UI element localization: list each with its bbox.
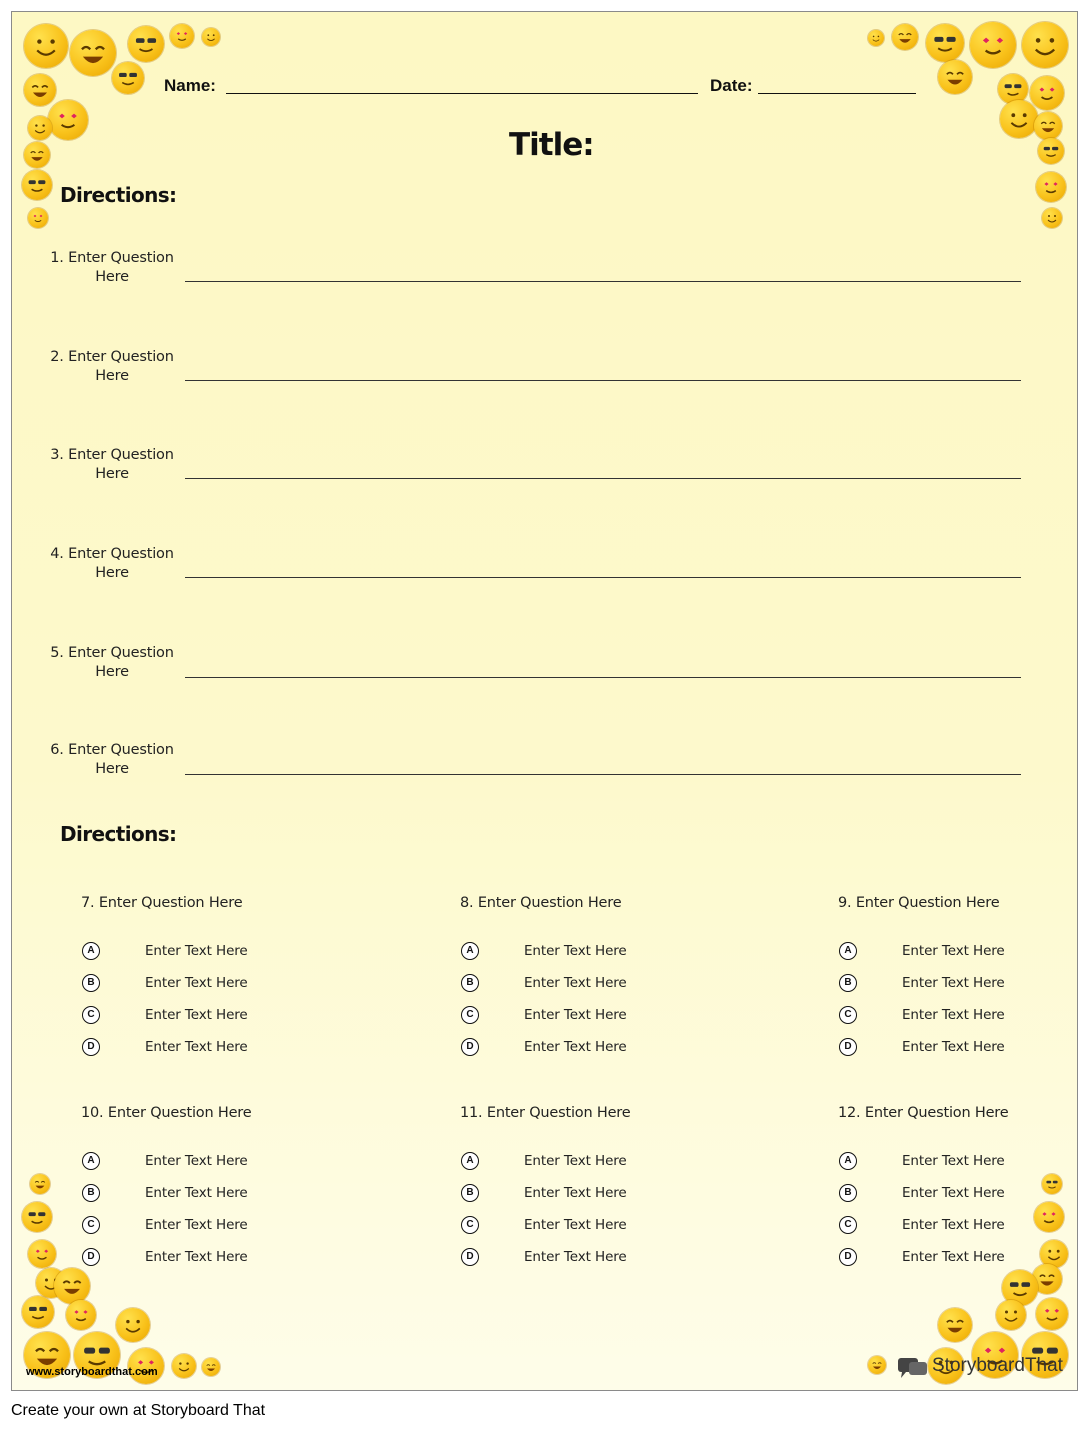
question-text-line1: 4. Enter Question xyxy=(50,546,174,562)
option-text: Enter Text Here xyxy=(902,943,1005,959)
directions-heading-2: Directions: xyxy=(60,822,177,846)
smiley-face-icon xyxy=(1042,1174,1062,1194)
storyboard-logo-icon xyxy=(896,1354,930,1378)
directions-heading-1: Directions: xyxy=(60,183,177,207)
smiley-face-icon xyxy=(868,30,884,46)
smiley-face-icon xyxy=(1034,112,1062,140)
question-text-line1: 6. Enter Question xyxy=(50,742,174,758)
smiley-face-icon xyxy=(868,1356,886,1374)
option-c-bubble[interactable]: C xyxy=(82,1216,100,1234)
option-text: Enter Text Here xyxy=(145,1007,248,1023)
smiley-face-icon xyxy=(28,208,48,228)
option-text: Enter Text Here xyxy=(902,1039,1005,1055)
option-text: Enter Text Here xyxy=(902,1249,1005,1265)
date-label: Date: xyxy=(710,76,753,95)
mc-question-label: 9. Enter Question Here xyxy=(838,895,1000,911)
question-label xyxy=(37,545,187,583)
option-d-bubble[interactable]: D xyxy=(839,1038,857,1056)
smiley-face-icon xyxy=(28,116,52,140)
smiley-face-icon xyxy=(48,100,88,140)
smiley-face-icon xyxy=(22,170,52,200)
storyboard-logo-text: StoryboardThat xyxy=(932,1355,1063,1376)
worksheet-page xyxy=(11,11,1078,1391)
smiley-face-icon xyxy=(22,1202,52,1232)
smiley-face-icon xyxy=(996,1300,1026,1330)
option-a-bubble[interactable]: A xyxy=(461,1152,479,1170)
question-text-line1: 1. Enter Question xyxy=(50,250,174,266)
smiley-face-icon xyxy=(22,1296,54,1328)
footer-url[interactable]: www.storyboardthat.com xyxy=(26,1366,158,1378)
date-field-line[interactable] xyxy=(758,93,916,94)
answer-line[interactable] xyxy=(185,478,1021,479)
question-label xyxy=(37,741,187,779)
smiley-face-icon xyxy=(970,22,1016,68)
option-c-bubble[interactable]: C xyxy=(839,1216,857,1234)
option-b-bubble[interactable]: B xyxy=(461,1184,479,1202)
smiley-face-icon xyxy=(128,26,164,62)
option-text: Enter Text Here xyxy=(145,1217,248,1233)
option-c-bubble[interactable]: C xyxy=(461,1216,479,1234)
option-text: Enter Text Here xyxy=(145,943,248,959)
create-your-own-link[interactable]: Create your own at Storyboard That xyxy=(11,1402,266,1419)
question-text-line2: Here xyxy=(95,664,129,680)
question-text-line2: Here xyxy=(95,761,129,777)
smiley-face-icon xyxy=(1036,1298,1068,1330)
smiley-face-icon xyxy=(28,1240,56,1268)
answer-line[interactable] xyxy=(185,774,1021,775)
mc-question-label: 7. Enter Question Here xyxy=(81,895,243,911)
option-a-bubble[interactable]: A xyxy=(82,1152,100,1170)
question-label xyxy=(37,644,187,682)
smiley-face-icon xyxy=(938,1308,972,1342)
question-text-line1: 3. Enter Question xyxy=(50,447,174,463)
smiley-face-icon xyxy=(938,60,972,94)
option-text: Enter Text Here xyxy=(524,975,627,991)
smiley-face-icon xyxy=(892,24,918,50)
option-a-bubble[interactable]: A xyxy=(82,942,100,960)
option-d-bubble[interactable]: D xyxy=(82,1248,100,1266)
option-c-bubble[interactable]: C xyxy=(82,1006,100,1024)
question-label xyxy=(37,249,187,287)
smiley-face-icon xyxy=(1022,22,1068,68)
option-b-bubble[interactable]: B xyxy=(82,1184,100,1202)
question-label xyxy=(37,446,187,484)
option-text: Enter Text Here xyxy=(145,1153,248,1169)
question-text-line2: Here xyxy=(95,565,129,581)
smiley-face-icon xyxy=(24,24,68,68)
option-b-bubble[interactable]: B xyxy=(82,974,100,992)
question-text-line2: Here xyxy=(95,466,129,482)
smiley-face-icon xyxy=(66,1300,96,1330)
option-text: Enter Text Here xyxy=(902,975,1005,991)
option-a-bubble[interactable]: A xyxy=(461,942,479,960)
question-label xyxy=(37,348,187,386)
smiley-face-icon xyxy=(172,1354,196,1378)
smiley-face-icon xyxy=(54,1268,90,1304)
option-text: Enter Text Here xyxy=(524,943,627,959)
smiley-face-icon xyxy=(202,1358,220,1376)
option-text: Enter Text Here xyxy=(145,1249,248,1265)
option-text: Enter Text Here xyxy=(902,1007,1005,1023)
answer-line[interactable] xyxy=(185,281,1021,282)
option-text: Enter Text Here xyxy=(145,975,248,991)
mc-question-label: 12. Enter Question Here xyxy=(838,1105,1009,1121)
question-text-line2: Here xyxy=(95,368,129,384)
answer-line[interactable] xyxy=(185,380,1021,381)
question-text-line1: 2. Enter Question xyxy=(50,349,174,365)
smiley-face-icon xyxy=(112,62,144,94)
option-b-bubble[interactable]: B xyxy=(461,974,479,992)
name-field-line[interactable] xyxy=(226,93,698,94)
smiley-face-icon xyxy=(170,24,194,48)
smiley-face-icon xyxy=(1042,208,1062,228)
smiley-face-icon xyxy=(1038,138,1064,164)
option-text: Enter Text Here xyxy=(524,1249,627,1265)
smiley-face-icon xyxy=(24,142,50,168)
name-label: Name: xyxy=(164,76,216,95)
option-text: Enter Text Here xyxy=(524,1007,627,1023)
option-text: Enter Text Here xyxy=(524,1185,627,1201)
page-title: Title: xyxy=(509,127,594,163)
option-text: Enter Text Here xyxy=(902,1217,1005,1233)
smiley-face-icon xyxy=(1000,100,1038,138)
option-a-bubble[interactable]: A xyxy=(839,942,857,960)
option-text: Enter Text Here xyxy=(524,1039,627,1055)
option-c-bubble[interactable]: C xyxy=(839,1006,857,1024)
option-text: Enter Text Here xyxy=(524,1217,627,1233)
option-text: Enter Text Here xyxy=(145,1185,248,1201)
option-a-bubble[interactable]: A xyxy=(839,1152,857,1170)
answer-line[interactable] xyxy=(185,577,1021,578)
option-d-bubble[interactable]: D xyxy=(461,1248,479,1266)
option-d-bubble[interactable]: D xyxy=(839,1248,857,1266)
question-text-line1: 5. Enter Question xyxy=(50,645,174,661)
mc-question-label: 10. Enter Question Here xyxy=(81,1105,252,1121)
option-text: Enter Text Here xyxy=(524,1153,627,1169)
smiley-face-icon xyxy=(202,28,220,46)
option-b-bubble[interactable]: B xyxy=(839,974,857,992)
option-text: Enter Text Here xyxy=(902,1185,1005,1201)
option-text: Enter Text Here xyxy=(902,1153,1005,1169)
question-text-line2: Here xyxy=(95,269,129,285)
option-b-bubble[interactable]: B xyxy=(839,1184,857,1202)
answer-line[interactable] xyxy=(185,677,1021,678)
smiley-face-icon xyxy=(30,1174,50,1194)
smiley-face-icon xyxy=(1036,172,1066,202)
option-c-bubble[interactable]: C xyxy=(461,1006,479,1024)
mc-question-label: 8. Enter Question Here xyxy=(460,895,622,911)
smiley-face-icon xyxy=(926,24,964,62)
smiley-face-icon xyxy=(116,1308,150,1342)
option-text: Enter Text Here xyxy=(145,1039,248,1055)
smiley-face-icon xyxy=(1034,1202,1064,1232)
option-d-bubble[interactable]: D xyxy=(82,1038,100,1056)
option-d-bubble[interactable]: D xyxy=(461,1038,479,1056)
mc-question-label: 11. Enter Question Here xyxy=(460,1105,631,1121)
smiley-face-icon xyxy=(70,30,116,76)
